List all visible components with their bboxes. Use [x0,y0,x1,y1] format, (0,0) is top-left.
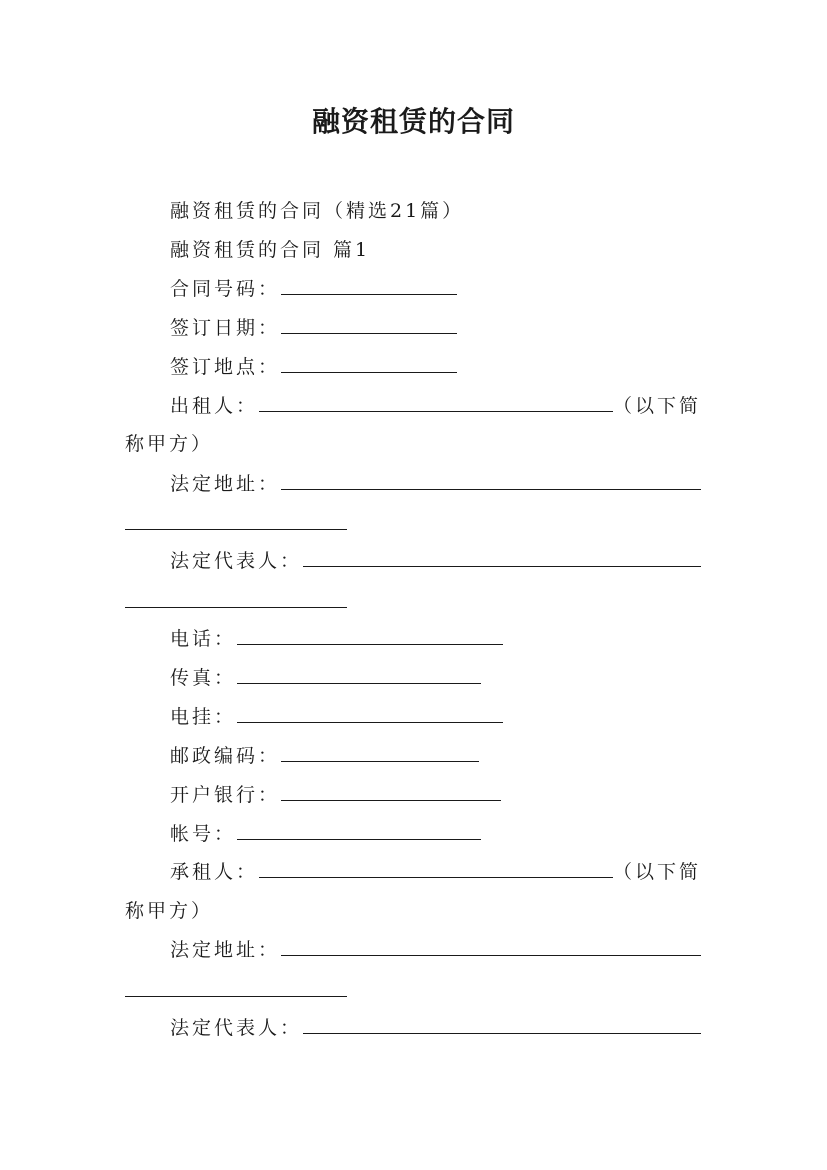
lessee-address-row [170,936,701,964]
lessor-postcode-field[interactable] [281,743,479,762]
lessor-fax-field[interactable] [237,665,481,684]
lessee-address-field[interactable] [281,937,701,956]
lessee-name-suffix: （以下简 [613,861,702,883]
lessor-rep-field[interactable] [303,548,701,567]
lessor-account-row [170,820,481,848]
lessee-address-field-cont[interactable] [125,996,347,997]
document-subtitle: 融资租赁的合同（精选21篇） [170,200,465,222]
lessor-phone-row [170,625,503,653]
sign-place-row [170,353,457,381]
sign-place-label: 签订地点： [170,356,281,378]
lessor-rep-label: 法定代表人： [170,550,303,572]
sign-date-label: 签订日期： [170,317,281,339]
lessor-address-label: 法定地址： [170,473,281,495]
lessor-postcode-label: 邮政编码： [170,745,281,767]
lessee-name-row [170,858,701,886]
sign-date-row [170,314,457,342]
section-heading: 融资租赁的合同 篇1 [170,239,371,261]
sign-place-field[interactable] [281,354,457,373]
lessor-account-field[interactable] [237,821,481,840]
lessee-name-field[interactable] [259,859,613,878]
lessor-postcode-row [170,742,479,770]
lessor-fax-row [170,664,481,692]
lessor-address-field-cont[interactable] [125,529,347,530]
contract-number-label: 合同号码： [170,278,281,300]
lessor-rep-row [170,547,701,575]
lessor-name-row [170,392,701,420]
lessee-rep-label: 法定代表人： [170,1017,303,1039]
lessor-phone-label: 电话： [170,628,237,650]
lessee-address-label: 法定地址： [170,939,281,961]
lessor-name-field[interactable] [259,393,613,412]
lessor-fax-label: 传真： [170,667,237,689]
lessor-rep-field-cont[interactable] [125,607,347,608]
lessor-name-suffix: （以下简 [613,395,702,417]
sign-date-field[interactable] [281,315,457,334]
lessor-name-suffix-cont: 称甲方） [125,433,214,455]
lessee-name-label: 承租人： [170,861,259,883]
lessor-bank-row [170,781,501,809]
lessor-address-row [170,470,701,498]
lessor-telex-row [170,703,503,731]
lessor-telex-label: 电挂： [170,706,237,728]
lessor-account-label: 帐号： [170,823,237,845]
lessor-bank-field[interactable] [281,782,501,801]
lessee-rep-field[interactable] [303,1015,701,1034]
lessee-name-suffix-cont: 称甲方） [125,900,214,922]
document-title: 融资租赁的合同 [311,105,515,138]
contract-number-field[interactable] [281,276,457,295]
lessor-bank-label: 开户银行： [170,784,281,806]
lessor-telex-field[interactable] [237,704,503,723]
lessor-phone-field[interactable] [237,626,503,645]
lessor-address-field[interactable] [281,471,701,490]
lessee-rep-row [170,1014,701,1042]
contract-number-row [170,275,457,303]
lessor-name-label: 出租人： [170,395,259,417]
